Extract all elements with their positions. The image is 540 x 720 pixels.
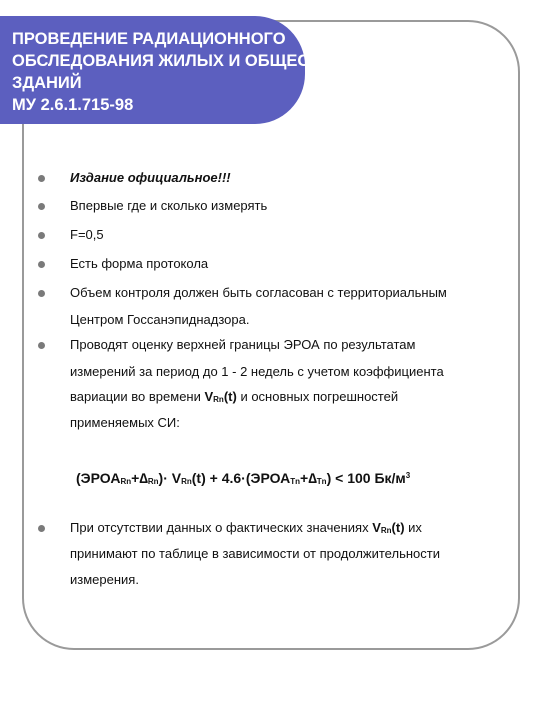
- bullet-dot-icon: [38, 261, 45, 268]
- bullet-where-measure: Впервые где и сколько измерять: [70, 198, 268, 213]
- bullet-eroa-line-1: Проводят оценку верхней границы ЭРОА по результатам: [70, 337, 416, 352]
- text-fragment: вариации во времени: [70, 389, 205, 404]
- formula-part: )· V: [158, 470, 182, 486]
- bullet-dot-icon: [38, 232, 45, 239]
- text-fragment: При отсутствии данных о фактических значениях: [70, 520, 373, 535]
- bullet-eroa-line-2: измерений за период до 1 - 2 недель с учетом коэффициента: [70, 364, 444, 379]
- bullet-control-line-1: Объем контроля должен быть согласован с территориальным: [70, 285, 447, 300]
- formula-part: (ЭРОА: [76, 470, 121, 486]
- formula-part: +∆: [300, 470, 317, 486]
- formula-sup: 3: [405, 471, 411, 480]
- bullet-absence-line-2: принимают по таблице в зависимости от продолжительности: [70, 546, 440, 561]
- formula-part: (t) + 4.6·(ЭРОА: [191, 470, 291, 486]
- title-line-2: ОБСЛЕДОВАНИЯ ЖИЛЫХ И ОБЩЕСТВЕННЫХ: [12, 52, 393, 70]
- text-fragment: их: [404, 520, 422, 535]
- bullet-dot-icon: [38, 175, 45, 182]
- bullet-protocol: Есть форма протокола: [70, 256, 209, 271]
- bullet-absence-line-3: измерения.: [70, 572, 139, 587]
- slide-title: [12, 28, 482, 116]
- bullet-dot-icon: [38, 525, 45, 532]
- eroa-formula: [76, 470, 516, 486]
- variable-v: V: [372, 520, 381, 535]
- bullet-dot-icon: [38, 203, 45, 210]
- bullet-f-value: F=0,5: [70, 227, 104, 242]
- formula-part: ) < 100 Бк/м: [326, 470, 406, 486]
- subscript-rn: Rn: [380, 526, 392, 535]
- bullet-dot-icon: [38, 290, 45, 297]
- bullet-eroa-line-4: применяемых СИ:: [70, 415, 180, 430]
- text-fragment: и основных погрешностей: [236, 389, 399, 404]
- bullet-absence-line-1: [70, 520, 510, 535]
- variable-v: V: [204, 389, 214, 404]
- formula-sub: Tn: [316, 477, 327, 486]
- formula-sub: Rn: [147, 477, 159, 486]
- title-line-1: ПРОВЕДЕНИЕ РАДИАЦИОННОГО: [12, 30, 286, 48]
- formula-sub: Rn: [181, 477, 192, 486]
- formula-part: +∆: [131, 470, 148, 486]
- subscript-rn: Rn: [213, 395, 224, 404]
- variable-t: (t): [223, 389, 237, 404]
- formula-sub: Rn: [120, 477, 132, 486]
- bullet-eroa-line-3: [70, 389, 510, 404]
- bullet-official: Издание официальное!!!: [70, 170, 231, 185]
- variable-t: (t): [391, 520, 405, 535]
- title-line-4: МУ 2.6.1.715-98: [12, 96, 134, 114]
- bullet-dot-icon: [38, 342, 45, 349]
- title-line-3: ЗДАНИЙ: [12, 74, 82, 92]
- formula-sub: Tn: [290, 477, 301, 486]
- bullet-control-line-2: Центром Госсанэпиднадзора.: [70, 312, 250, 327]
